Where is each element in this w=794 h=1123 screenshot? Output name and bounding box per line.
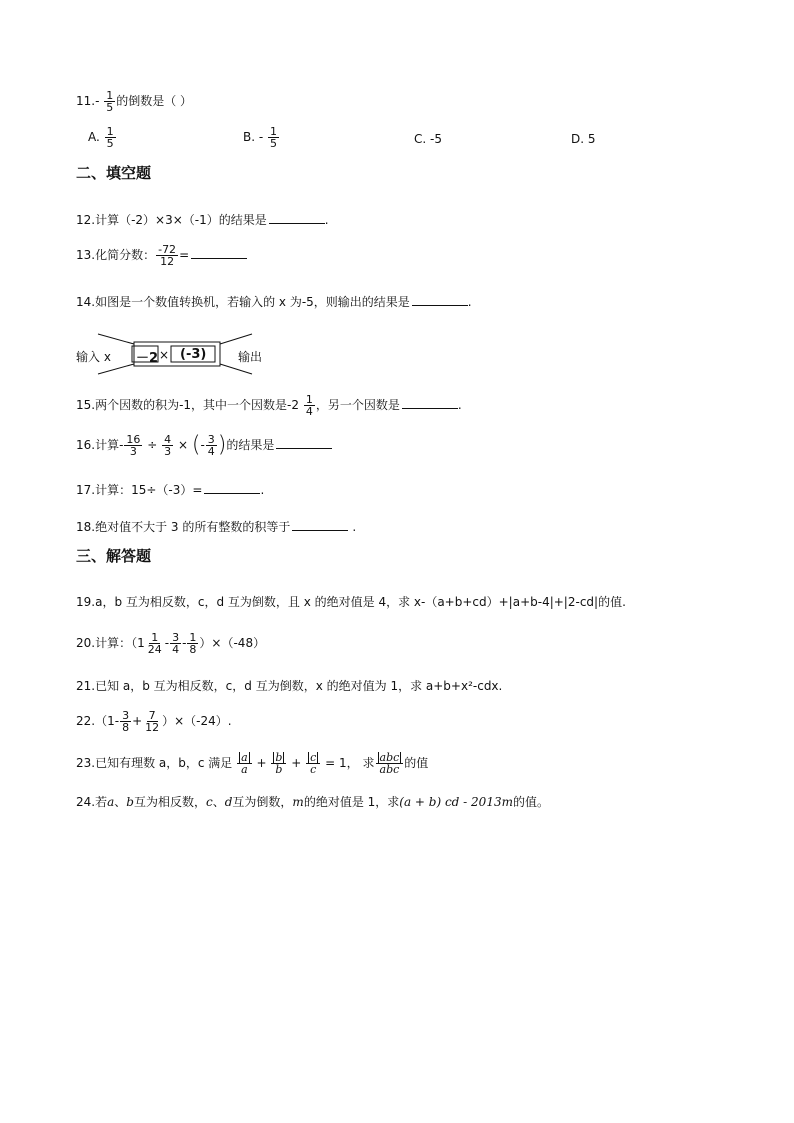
answer-blank [402,407,458,409]
answer-blank [276,447,332,449]
answer-blank [191,257,247,259]
number-conversion-machine [76,332,316,376]
times-sign: × [159,348,170,362]
question-11: 11.- $\frac{1}{5}$ 的倒数是（ ） [76,89,193,114]
fraction: $\frac{1}{4}$ [305,393,313,418]
answer-blank [292,529,348,531]
input-label: 输入 x [76,350,111,364]
question-12: 12.计算（-2）×3×（-1）的结果是 . [76,213,329,227]
question-15: 15.两个因数的积为-1，其中一个因数是-2 $\frac{1}{4}$ ，另一个因数是 . [76,393,462,418]
option-a: A. $\frac{1}{5}$ [88,125,114,150]
answer-blank [269,222,325,224]
operation-minus-3: (-3) [180,347,207,362]
option-c: C. -5 [414,132,442,146]
question-18: 18.绝对值不大于 3 的所有整数的积等于 . [76,520,357,534]
operation-minus-2: －2 [136,351,159,366]
answer-blank [204,492,260,494]
fraction: $\frac{-72}{12}$ [158,243,177,268]
question-19: 19.a，b 互为相反数，c，d 互为倒数，且 x 的绝对值是 4，求 x-（a+b+cd）+|a+b-4|+|2-cd|的值. [76,595,626,609]
question-21: 21.已知 a，b 互为相反数，c，d 互为倒数，x 的绝对值为 1，求 a+b+x²-cdx. [76,679,503,693]
question-14: 14.如图是一个数值转换机，若输入的 x 为-5，则输出的结果是 . [76,295,472,309]
question-20: 20.计算：（1 $\frac{1}{24}$ - $\frac{3}{4}$ - $\frac{1}{8}$ ）×（-48） [76,631,266,656]
question-16: 16.计算- $\frac{16}{3}$ ÷ $\frac{4}{3}$ × (- $\frac{3}{4}$ )的结果是 [76,434,332,457]
question-23: 23.已知有理数 a，b，c 满足 $\frac{a}{a}$ + $\frac{b}{b}$ + $\frac{c}{c}$ = 1， 求 $\frac{\text{abc}}{\text{abc}}$ 的值 [76,751,429,776]
answer-blank [412,304,468,306]
question-17: 17.计算：15÷（-3）= . [76,483,265,497]
question-13: 13.化简分数： $\frac{-72}{12}$ = [76,244,247,267]
fraction: $\frac{1}{5}$ [106,89,114,114]
question-24: 24.若a、b互为相反数，c、d互为倒数，m的绝对值是 1，求(a + b) cd - 2013m的值。 [76,795,549,809]
section-heading-solutions: 三、解答题 [76,547,152,565]
question-22: 22.（1- $\frac{3}{8}$ + $\frac{7}{12}$ ）×（-24）. [76,709,232,734]
section-heading-fill-in: 二、填空题 [76,164,152,182]
option-b: B. - $\frac{1}{5}$ [243,125,278,150]
output-label: 输出 [238,350,263,364]
option-d: D. 5 [571,132,596,146]
